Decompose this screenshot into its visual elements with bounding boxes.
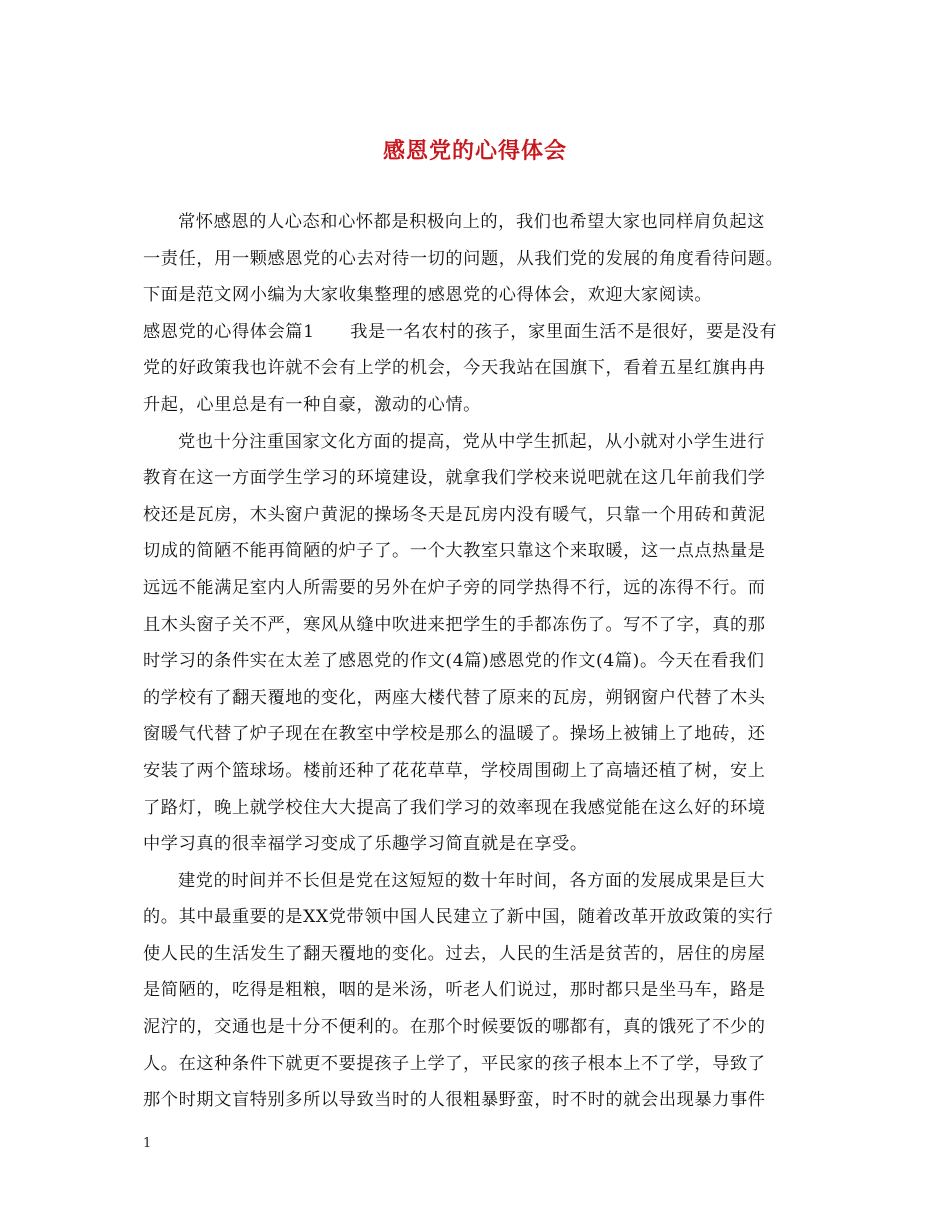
- text-line: 教育在这一方面学生学习的环境建设，就拿我们学校来说吧就在这几年前我们学: [143, 468, 766, 489]
- text-line: 校还是瓦房，木头窗户黄泥的操场冬天是瓦房内没有暖气，只靠一个用砖和黄泥: [143, 504, 766, 525]
- page-number: 1: [143, 1136, 152, 1151]
- text-line: 远远不能满足室内人所需要的另外在炉子旁的同学热得不行，远的冻得不行。而: [143, 577, 766, 598]
- text-line: 的。其中最重要的是XX党带领中国人民建立了新中国，随着改革开放政策的实行: [143, 907, 774, 928]
- text-line: 感恩党的心得体会篇1 我是一名农村的孩子，家里面生活不是很好，要是没有: [143, 321, 778, 342]
- document-title: 感恩党的心得体会: [382, 138, 567, 164]
- text-line: 那个时期文盲特别多所以导致当时的人很粗暴野蛮，时不时的就会出现暴力事件: [143, 1090, 766, 1111]
- text-line: 安装了两个篮球场。楼前还种了花花草草，学校周围砌上了高墙还植了树，安上: [143, 760, 766, 781]
- text-line: 窗暖气代替了炉子现在在教室中学校是那么的温暖了。操场上被铺上了地砖，还: [143, 724, 766, 745]
- text-line: 切成的简陋不能再简陋的炉子了。一个大教室只靠这个来取暖，这一点点热量是: [143, 541, 766, 562]
- text-line: 党也十分注重国家文化方面的提高，党从中学生抓起，从小就对小学生进行: [178, 431, 765, 452]
- text-line: 建党的时间并不长但是党在这短短的数十年时间，各方面的发展成果是巨大: [178, 870, 765, 891]
- text-line: 常怀感恩的人心态和心怀都是积极向上的，我们也希望大家也同样肩负起这: [178, 212, 765, 232]
- document-body: [143, 204, 823, 1119]
- text-line: 一责任，用一颗感恩党的心去对待一切的问题，从我们党的发展的角度看待问题。: [143, 248, 784, 269]
- text-line: 中学习真的很幸福学习变成了乐趣学习简直就是在享受。: [143, 834, 588, 855]
- text-line: 时学习的条件实在太差了感恩党的作文(4篇)感恩党的作文(4篇)。今天在看我们: [143, 651, 765, 672]
- text-line: 党的好政策我也许就不会有上学的机会，今天我站在国旗下，看着五星红旗冉冉: [143, 358, 766, 379]
- text-line: 下面是范文网小编为大家收集整理的感恩党的心得体会，欢迎大家阅读。: [143, 285, 713, 306]
- text-line: 了路灯，晚上就学校住大大提高了我们学习的效率现在我感觉能在这么好的环境: [143, 797, 766, 818]
- text-line: 泥泞的，交通也是十分不便利的。在那个时候要饭的哪都有，真的饿死了不少的: [143, 1017, 766, 1038]
- text-line: 且木头窗子关不严，寒风从缝中吹进来把学生的手都冻伤了。写不了字，真的那: [143, 614, 766, 635]
- text-line: 使人民的生活发生了翻天覆地的变化。过去，人民的生活是贫苦的，居住的房屋: [143, 943, 766, 964]
- text-line: 是简陋的，吃得是粗粮，咽的是米汤，听老人们说过，那时都只是坐马车，路是: [143, 980, 766, 1001]
- text-line: 的学校有了翻天覆地的变化，两座大楼代替了原来的瓦房，朔钢窗户代替了木头: [143, 687, 766, 708]
- text-line: 人。在这种条件下就更不要提孩子上学了，平民家的孩子根本上不了学，导致了: [143, 1053, 766, 1074]
- text-line: 升起，心里总是有一种自豪，激动的心情。: [143, 394, 481, 415]
